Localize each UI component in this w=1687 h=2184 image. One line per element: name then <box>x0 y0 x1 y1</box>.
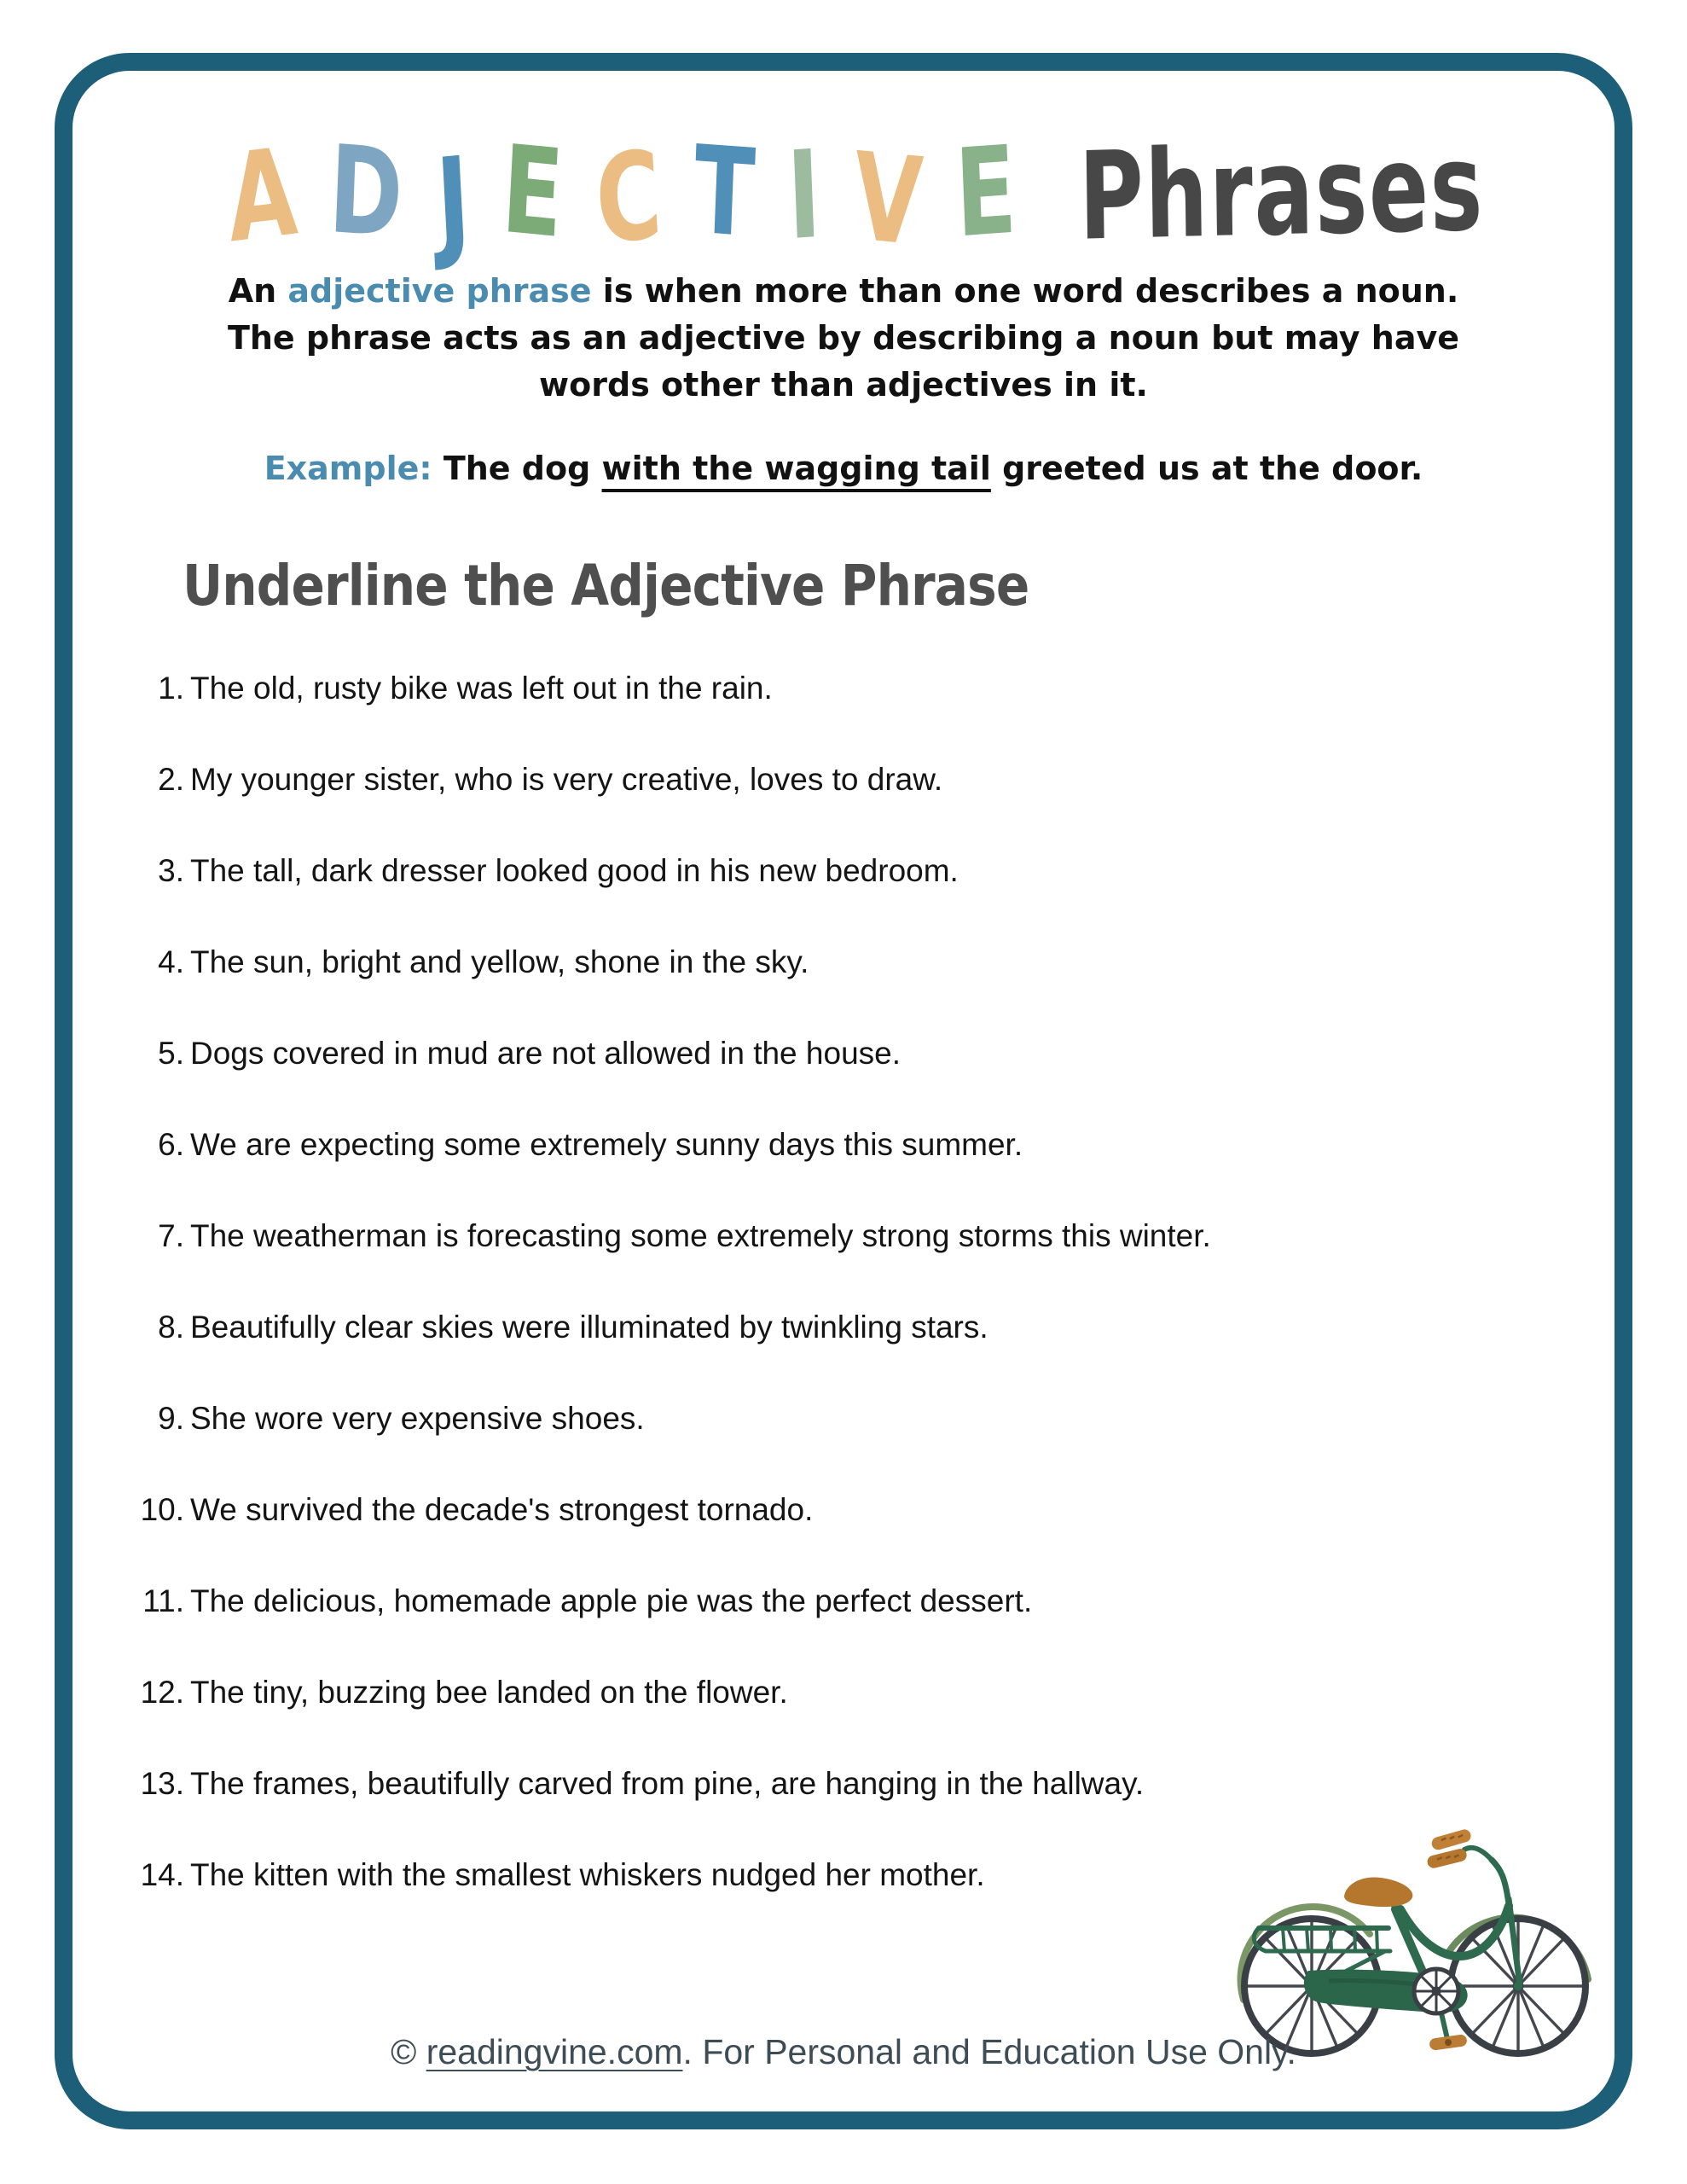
item-number: 13. <box>140 1766 184 1801</box>
sentence-text: We are expecting some extremely sunny days this summer. <box>190 1127 1023 1162</box>
sentence-text: The kitten with the smallest whiskers nudged her mother. <box>190 1857 985 1892</box>
title-letter: D <box>327 119 407 266</box>
title-letter: A <box>223 121 303 270</box>
intro-line-1 <box>94 268 1593 315</box>
sentence-text: The delicious, homemade apple pie was the perfect dessert. <box>190 1583 1033 1618</box>
item-number: 1. <box>158 671 184 706</box>
item-number: 5. <box>158 1036 184 1071</box>
list-item <box>123 1401 1602 1437</box>
item-number: 4. <box>158 944 184 979</box>
sentence-text: The tall, dark dresser looked good in his new bedroom. <box>190 853 959 888</box>
item-number: 3. <box>158 853 184 888</box>
title-word-adjective <box>223 119 1020 275</box>
list-item <box>123 1492 1602 1528</box>
list-item <box>123 1127 1602 1163</box>
bicycle-illustration <box>1226 1766 1593 2066</box>
intro-line-3: words other than adjectives in it. <box>539 366 1148 404</box>
footer-link[interactable]: readingvine.com <box>426 2032 683 2071</box>
adjective-phrase-highlight: adjective phrase <box>287 272 592 310</box>
title-letter: T <box>691 119 759 265</box>
intro-paragraph <box>94 268 1593 409</box>
intro-text: is when more than one word describes a noun. <box>591 272 1459 310</box>
title-word-phrases: Phrases <box>1078 117 1486 268</box>
footer <box>0 2032 1687 2072</box>
title-letter: J <box>432 131 475 275</box>
item-number: 8. <box>158 1310 184 1345</box>
title-letter: I <box>785 124 825 268</box>
title-letter: E <box>953 119 1020 265</box>
list-item <box>123 1675 1602 1711</box>
example-line <box>94 450 1593 487</box>
item-number: 10. <box>140 1492 184 1527</box>
title-letter: V <box>849 126 927 274</box>
sentence-text: The old, rusty bike was left out in the rain. <box>190 671 773 706</box>
list-item <box>123 1036 1602 1072</box>
page-title <box>223 117 1486 275</box>
item-number: 14. <box>140 1857 184 1892</box>
example-text-before: The dog <box>432 450 602 487</box>
sentence-text: The weatherman is forecasting some extremely strong storms this winter. <box>190 1218 1211 1253</box>
sentence-text: Beautifully clear skies were illuminated by twinkling stars. <box>190 1310 988 1345</box>
intro-line-2: The phrase acts as an adjective by describing a noun but may have <box>227 319 1460 357</box>
exercise-list <box>123 671 1602 1949</box>
item-number: 7. <box>158 1218 184 1253</box>
list-item <box>123 1218 1602 1254</box>
list-item <box>123 762 1602 798</box>
list-item <box>123 944 1602 980</box>
item-number: 6. <box>158 1127 184 1162</box>
copyright-text: © <box>391 2032 426 2071</box>
intro-text: An <box>228 272 288 310</box>
list-item <box>123 671 1602 706</box>
item-number: 11. <box>142 1583 184 1618</box>
item-number: 2. <box>158 762 184 797</box>
example-label: Example: <box>264 450 432 487</box>
sentence-text: The tiny, buzzing bee landed on the flower. <box>190 1675 788 1710</box>
sentence-text: We survived the decade's strongest tornado. <box>190 1492 814 1527</box>
list-item <box>123 1583 1602 1619</box>
footer-suffix-text: . For Personal and Education Use Only. <box>682 2032 1296 2071</box>
title-letter: C <box>592 124 667 273</box>
example-text-after: greeted us at the door. <box>990 450 1423 487</box>
sentence-text: Dogs covered in mud are not allowed in the house. <box>190 1036 901 1071</box>
sentence-text: My younger sister, who is very creative, loves to draw. <box>190 762 943 797</box>
sentence-text: The sun, bright and yellow, shone in the sky. <box>190 944 809 979</box>
list-item <box>123 1310 1602 1345</box>
exercise-heading: Underline the Adjective Phrase <box>183 553 1029 619</box>
sentence-text: She wore very expensive shoes. <box>190 1401 645 1436</box>
item-number: 9. <box>158 1401 184 1436</box>
title-letter: E <box>498 119 568 266</box>
example-underlined-phrase: with the wagging tail <box>601 450 991 487</box>
sentence-text: The frames, beautifully carved from pine, are hanging in the hallway. <box>190 1766 1145 1801</box>
item-number: 12. <box>140 1675 184 1710</box>
list-item <box>123 853 1602 889</box>
